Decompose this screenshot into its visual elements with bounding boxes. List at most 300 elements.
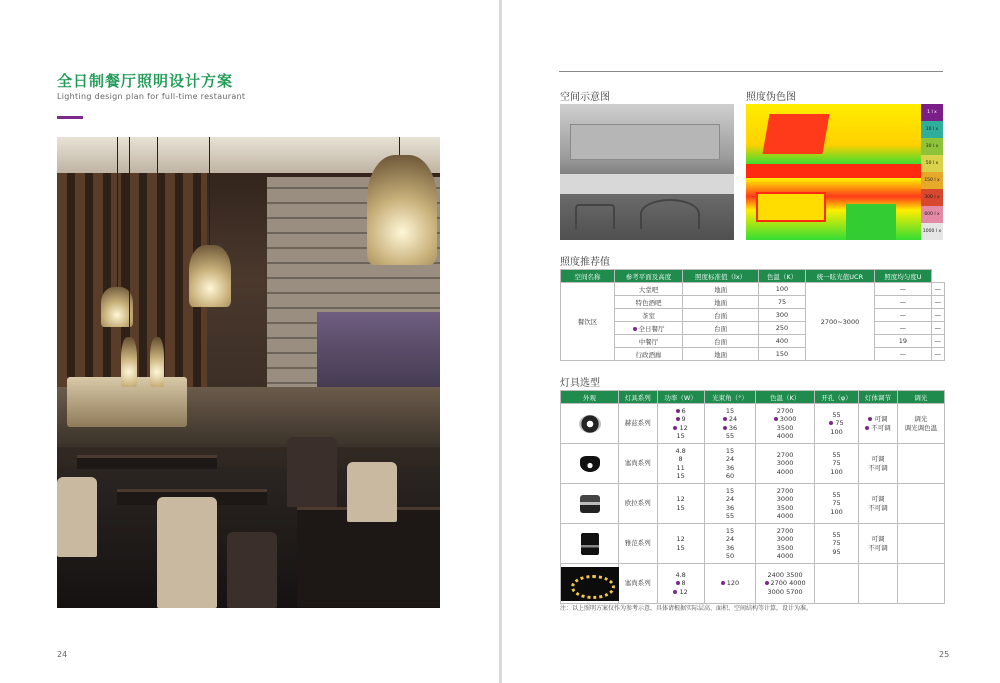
pendant-lamp: [121, 337, 137, 387]
value: 3500: [776, 503, 794, 512]
value-line: [757, 407, 813, 416]
value: 100: [830, 427, 843, 436]
table-row: [561, 296, 945, 309]
plane-cell: 地面: [683, 283, 759, 296]
value-line: [860, 544, 896, 553]
uniformity-cell: —: [931, 283, 944, 296]
value-line: [706, 535, 755, 544]
space-name-cell: [615, 348, 683, 361]
heat-zone: [762, 114, 829, 154]
value-line: [816, 531, 857, 540]
value-line: [706, 579, 755, 588]
value: 36: [725, 543, 735, 552]
space-diagram-label: 空间示意图: [560, 92, 610, 103]
pendant-cord: [209, 137, 210, 247]
space-name: 茶室: [642, 311, 656, 320]
series-cell: 赫兹系列: [619, 404, 658, 444]
restaurant-photo: [57, 137, 440, 608]
lux-cell: 300: [759, 309, 806, 322]
marker-dot: [868, 417, 872, 421]
page-title: 全日制餐厅照明设计方案: [57, 72, 234, 90]
space-name-cell: [615, 283, 683, 296]
value: 55: [832, 530, 841, 539]
value-line: [706, 487, 755, 496]
value-line: [757, 571, 813, 580]
illuminance-false-color-image: [746, 104, 921, 240]
space-name: 大堂吧: [638, 285, 659, 294]
fixture-wrap: [562, 525, 617, 563]
value-line: [757, 535, 813, 544]
value-line: [757, 432, 813, 441]
value-line: [706, 447, 755, 456]
value-line: [706, 544, 755, 553]
value: 不可调: [868, 543, 888, 552]
value-line: [816, 411, 857, 420]
value: 100: [830, 507, 843, 516]
cct-cell: [756, 484, 815, 524]
value: 60: [725, 472, 735, 480]
column-header: 灯体调节: [859, 391, 898, 404]
value: 15: [725, 526, 735, 535]
render-shelf: [570, 124, 720, 160]
adjust-cell: [859, 524, 898, 564]
render-counter: [560, 174, 734, 194]
value-line: [816, 451, 857, 460]
lux-cell: 150: [759, 348, 806, 361]
value: 2400 3500: [767, 570, 803, 579]
value: 2700: [776, 406, 794, 415]
space-name-cell: [615, 335, 683, 348]
value-line: [860, 415, 896, 424]
column-header: 开孔（φ）: [814, 391, 858, 404]
marker-dot: [633, 327, 637, 331]
legend-step: 10 l x: [921, 121, 943, 138]
cct-cell: [756, 564, 815, 604]
value: 15: [676, 472, 685, 480]
value: 不可调: [871, 423, 891, 432]
value: 15: [676, 503, 685, 512]
pendant-cord: [157, 137, 158, 337]
value-line: [659, 447, 703, 456]
value: 3500: [776, 543, 794, 552]
value: 4000: [776, 552, 794, 560]
marker-dot: [829, 421, 833, 425]
table-row: [561, 524, 945, 564]
series-cell: 雅范系列: [619, 524, 658, 564]
cct-cell: [756, 404, 815, 444]
beam-cell: [704, 524, 756, 564]
value: 4.8: [675, 446, 686, 455]
value: 55: [832, 490, 841, 499]
value-line: [706, 415, 755, 424]
value: 可调: [871, 535, 885, 543]
value-line: [659, 571, 703, 580]
value: 24: [725, 455, 735, 463]
fixture-wrap: [562, 405, 617, 443]
value-line: [816, 428, 857, 437]
value: 15: [725, 406, 735, 415]
value: 8: [681, 579, 686, 588]
ugr-cell: —: [875, 322, 932, 335]
cutout-cell: [814, 444, 858, 484]
adjust-cell: [859, 444, 898, 484]
value-line: [816, 508, 857, 517]
pendant-cord: [117, 137, 118, 287]
value-line: [659, 432, 703, 441]
trim-downlight-icon: [580, 495, 600, 513]
power-cell: [657, 484, 704, 524]
space-name: 特色酒吧: [635, 298, 662, 307]
value: 4000: [776, 432, 794, 440]
space-name: 行政酒廊: [635, 350, 662, 359]
render-chair: [575, 204, 615, 229]
value-line: [706, 432, 755, 441]
column-header: 功率（W）: [657, 391, 704, 404]
value: 3000 5700: [767, 587, 803, 596]
ugr-cell: —: [875, 283, 932, 296]
power-cell: [657, 444, 704, 484]
value: 24: [725, 495, 735, 503]
dining-chair: [157, 497, 217, 608]
value: 6: [681, 406, 686, 415]
dining-chair: [227, 532, 277, 608]
value: 55: [725, 432, 735, 440]
heat-zone: [846, 204, 896, 240]
value: 75: [832, 459, 841, 468]
value-line: [860, 424, 896, 433]
space-name: 中餐厅: [638, 337, 659, 346]
value-line: [860, 535, 896, 544]
value-line: [860, 455, 896, 464]
column-header: 照度标准值（lx）: [683, 270, 759, 283]
value-line: [706, 527, 755, 536]
power-cell: [657, 564, 704, 604]
lux-cell: 400: [759, 335, 806, 348]
pendant-cord: [129, 137, 130, 337]
footnote: 注：以上照明方案仅作为参考示意，具体请根据实际层高、面积、空间结构等计算，设计为准。: [560, 605, 813, 612]
value-line: [860, 504, 896, 513]
appearance-cell: [561, 564, 619, 604]
value: 不可调: [868, 503, 888, 512]
appearance-cell: [561, 444, 619, 484]
series-cell: 欧拉系列: [619, 484, 658, 524]
value-line: [757, 552, 813, 561]
dimming-option: 调光: [914, 415, 928, 423]
value: 不可调: [868, 463, 888, 472]
dimming-cell: [897, 564, 944, 604]
dining-chair: [287, 437, 337, 507]
dining-chair: [347, 462, 397, 522]
pendant-lamp: [367, 155, 437, 265]
value-line: [706, 552, 755, 561]
value-line: [706, 495, 755, 504]
space-name: 全日餐厅: [638, 324, 665, 333]
table-row: [561, 309, 945, 322]
header-rule: [559, 71, 943, 72]
value: 24: [728, 415, 738, 423]
pendant-lamp: [150, 337, 164, 387]
legend-step: 300 l x: [921, 189, 943, 206]
led-strip-icon: [561, 567, 619, 601]
column-header: 空间名称: [561, 270, 615, 283]
black-downlight-icon: [580, 456, 600, 472]
column-header: 色温（K）: [756, 391, 815, 404]
marker-dot: [865, 426, 869, 430]
value: 9: [681, 415, 686, 423]
value: 36: [725, 463, 735, 472]
column-header: 光束角（°）: [704, 391, 756, 404]
table-row: [561, 484, 945, 524]
value-line: [706, 455, 755, 464]
uniformity-cell: —: [931, 309, 944, 322]
cutout-cell: [814, 404, 858, 444]
beam-cell: [704, 404, 756, 444]
value: 3000: [776, 459, 794, 468]
value-line: [659, 455, 703, 464]
value-line: [706, 504, 755, 513]
value-line: [757, 468, 813, 477]
render-chair: [640, 199, 700, 229]
table-row: [561, 564, 945, 604]
ugr-cell: —: [875, 348, 932, 361]
legend-step: 1000 l x: [921, 223, 943, 240]
adjust-cell: [859, 404, 898, 444]
value: 可调: [871, 495, 885, 503]
plane-cell: 台面: [683, 309, 759, 322]
pendant-lamp: [189, 245, 231, 307]
value-line: [860, 464, 896, 473]
value-line: [757, 588, 813, 597]
cutout-cell: [814, 484, 858, 524]
value-line: [659, 472, 703, 481]
value-line: [706, 407, 755, 416]
dining-chair: [57, 477, 97, 557]
value: 15: [676, 432, 685, 440]
illuminance-legend: [921, 104, 943, 240]
ugr-cell: 19: [875, 335, 932, 348]
fixture-wrap: [562, 565, 617, 603]
lux-cell: 100: [759, 283, 806, 296]
value: 75: [832, 539, 841, 548]
plane-cell: 地面: [683, 348, 759, 361]
series-cell: 塞尚系列: [619, 564, 658, 604]
cutout-cell: [814, 564, 858, 604]
column-header: 统一眩光值UCR: [805, 270, 874, 283]
adjust-cell: [859, 484, 898, 524]
value: 120: [726, 579, 740, 588]
fixture-wrap: [562, 445, 617, 483]
uniformity-cell: —: [931, 296, 944, 309]
value: 75: [832, 499, 841, 508]
value-line: [706, 512, 755, 521]
value: 12: [676, 535, 685, 543]
value-line: [659, 544, 703, 553]
value-line: [757, 451, 813, 460]
dimming-cell: [897, 444, 944, 484]
value-line: [757, 459, 813, 468]
appearance-cell: [561, 404, 619, 444]
table-row: [561, 444, 945, 484]
plane-cell: 台面: [683, 335, 759, 348]
value: 2700: [776, 486, 794, 495]
page-number: 25: [939, 650, 950, 659]
uniformity-cell: —: [931, 348, 944, 361]
marker-dot: [723, 426, 727, 430]
value-line: [659, 504, 703, 513]
recommended-values-label: 照度推荐值: [560, 257, 610, 268]
value: 36: [728, 423, 738, 432]
legend-step: 150 l x: [921, 172, 943, 189]
column-header: 调光: [897, 391, 944, 404]
heat-zone: [746, 164, 921, 178]
value: 3000: [776, 535, 794, 543]
value: 55: [832, 450, 841, 459]
value: 3000: [776, 495, 794, 503]
value: 2700: [776, 450, 794, 459]
table-row: [561, 283, 945, 296]
pendant-cord: [399, 137, 400, 157]
value-line: [757, 424, 813, 433]
value-line: [816, 419, 857, 428]
title-accent-rule: [57, 116, 83, 119]
value: 2700: [776, 526, 794, 535]
value: 36: [725, 503, 735, 512]
recommended-illuminance-table: [560, 269, 945, 361]
table-header-row: [561, 391, 945, 404]
marker-dot: [765, 581, 769, 585]
value-line: [757, 512, 813, 521]
value: 4000: [776, 467, 794, 476]
dimming-cell: [897, 404, 944, 444]
table-row: [561, 404, 945, 444]
space-name-cell: [615, 322, 683, 335]
lux-cell: 75: [759, 296, 806, 309]
dimming-cell: [897, 484, 944, 524]
adjust-cell: [859, 564, 898, 604]
column-header: 色温（K）: [759, 270, 806, 283]
beam-cell: [704, 564, 756, 604]
value-line: [860, 495, 896, 504]
uniformity-cell: —: [931, 335, 944, 348]
uniformity-cell: —: [931, 322, 944, 335]
marker-dot: [676, 417, 680, 421]
page-subtitle: Lighting design plan for full-time restaurant: [57, 92, 246, 101]
value-line: [816, 459, 857, 468]
value-line: [816, 499, 857, 508]
value: 4.8: [675, 570, 686, 579]
legend-step: 30 l x: [921, 138, 943, 155]
value: 3000: [779, 415, 797, 423]
column-header: 照度均匀度U: [875, 270, 932, 283]
marker-dot: [676, 409, 680, 413]
plane-cell: 台面: [683, 322, 759, 335]
fixture-selection-label: 灯具选型: [560, 378, 600, 389]
beam-cell: [704, 444, 756, 484]
space-name-cell: [615, 296, 683, 309]
value: 100: [830, 467, 843, 476]
pseudo-color-label: 照度伪色图: [746, 92, 796, 103]
table-row: [561, 348, 945, 361]
value-line: [659, 407, 703, 416]
legend-step: 1 l x: [921, 104, 943, 121]
value: 12: [679, 587, 688, 596]
value-line: [659, 464, 703, 473]
value-line: [659, 535, 703, 544]
plane-cell: 地面: [683, 296, 759, 309]
value-line: [757, 527, 813, 536]
value: 2700 4000: [770, 579, 806, 588]
deep-downlight-icon: [581, 533, 599, 555]
value-line: [816, 548, 857, 557]
table-row: [561, 335, 945, 348]
page-number: 24: [57, 650, 68, 659]
legend-step: 50 l x: [921, 155, 943, 172]
fixture-selection-table: [560, 390, 945, 604]
ugr-cell: —: [875, 296, 932, 309]
value: 24: [725, 535, 735, 543]
marker-dot: [673, 590, 677, 594]
value: 11: [676, 463, 685, 472]
value: 12: [679, 423, 688, 432]
value-line: [706, 424, 755, 433]
value: 15: [676, 543, 685, 552]
value: 可调: [871, 455, 885, 463]
dining-table: [297, 507, 440, 607]
value-line: [757, 544, 813, 553]
table-header-row: [561, 270, 945, 283]
dimming-option: 调光调色温: [904, 423, 938, 432]
value: 95: [832, 547, 841, 556]
cct-cell: 2700~3000: [805, 283, 874, 361]
fixture-wrap: [562, 485, 617, 523]
cct-cell: [756, 524, 815, 564]
value: 75: [835, 419, 844, 428]
value-line: [757, 504, 813, 513]
marker-dot: [774, 417, 778, 421]
value-line: [816, 468, 857, 477]
value-line: [706, 464, 755, 473]
value: 4000: [776, 512, 794, 520]
value-line: [659, 588, 703, 597]
value-line: [757, 415, 813, 424]
appearance-cell: [561, 524, 619, 564]
column-header: 灯具系列: [619, 391, 658, 404]
ugr-cell: —: [875, 309, 932, 322]
marker-dot: [673, 426, 677, 430]
value-line: [659, 424, 703, 433]
dimming-cell: [897, 524, 944, 564]
series-cell: 塞尚系列: [619, 444, 658, 484]
marker-dot: [676, 581, 680, 585]
table-row: [561, 322, 945, 335]
value: 55: [832, 410, 841, 419]
beam-cell: [704, 484, 756, 524]
marker-dot: [721, 581, 725, 585]
left-page: [0, 0, 499, 683]
value-line: [816, 539, 857, 548]
value: 可调: [874, 415, 888, 423]
value: 8: [678, 455, 683, 463]
space-name-cell: [615, 309, 683, 322]
heat-zone: [756, 192, 826, 222]
lux-cell: 250: [759, 322, 806, 335]
value: 15: [725, 486, 735, 495]
marker-dot: [723, 417, 727, 421]
column-header: 参考平面及高度: [615, 270, 683, 283]
space-group-cell: 餐饮区: [561, 283, 615, 361]
value: 15: [725, 446, 735, 455]
value: 3500: [776, 423, 794, 432]
